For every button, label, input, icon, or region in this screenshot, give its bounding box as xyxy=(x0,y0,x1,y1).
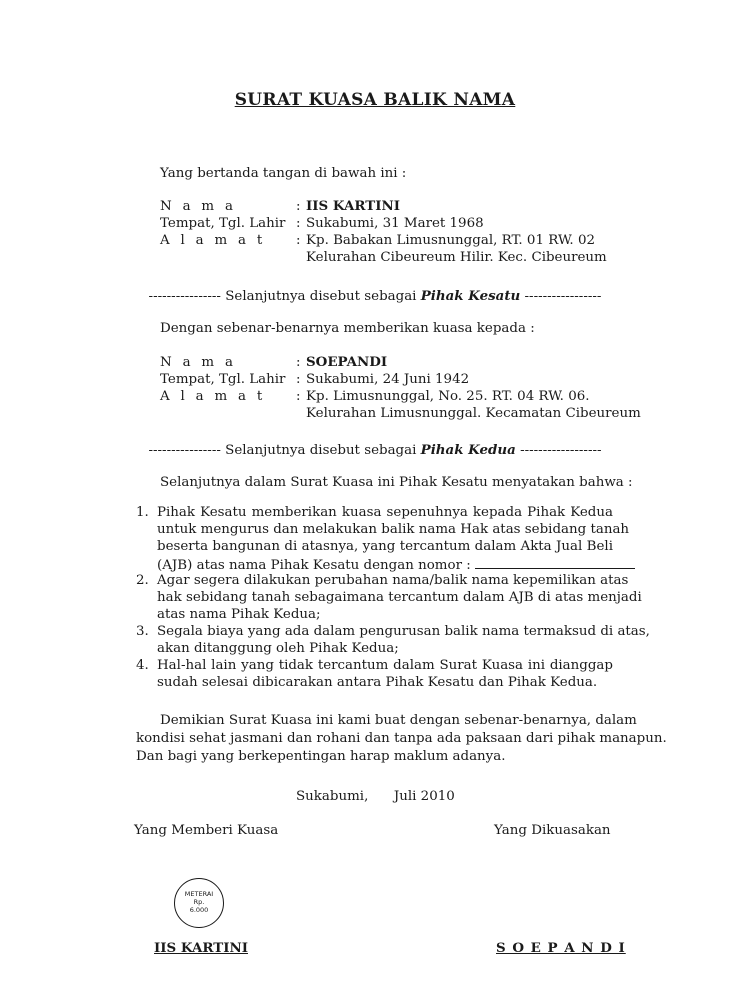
colon: : xyxy=(296,233,301,248)
party1-ttl-row xyxy=(160,215,620,232)
party1-name-label: N a m a xyxy=(160,199,237,214)
separator-pihak-kedua xyxy=(0,442,750,459)
stamp-line: 6.000 xyxy=(189,906,209,914)
list-item-line: akan ditanggung oleh Pihak Kedua; xyxy=(157,641,399,656)
place-date: Sukabumi, Juli 2010 xyxy=(296,789,455,804)
party2-ttl-label: Tempat, Tgl. Lahir xyxy=(160,372,286,387)
party2-address-line1: Kp. Limusnunggal, No. 25. RT. 04 RW. 06. xyxy=(306,389,590,404)
party1-address-label: A l a m a t xyxy=(160,233,266,248)
closing-paragraph xyxy=(0,712,750,772)
party1-block xyxy=(160,198,620,266)
party1-ttl-value: Sukabumi, 31 Maret 1968 xyxy=(306,216,484,231)
party1-name-row xyxy=(160,198,620,215)
document-title: SURAT KUASA BALIK NAMA xyxy=(234,90,516,110)
statement-intro: Selanjutnya dalam Surat Kuasa ini Pihak Kesatu menyatakan bahwa : xyxy=(160,475,633,490)
colon: : xyxy=(296,355,301,370)
separator-emphasis: Pihak Kedua xyxy=(420,442,516,458)
list-item-line: Agar segera dilakukan perubahan nama/balik nama kepemilikan atas xyxy=(157,573,629,588)
meterai-stamp xyxy=(174,878,224,928)
party2-address-row2 xyxy=(160,405,640,422)
list-item-line: atas nama Pihak Kedua; xyxy=(157,607,321,622)
signer-left-role: Yang Memberi Kuasa xyxy=(134,823,279,838)
list-item-line: Segala biaya yang ada dalam pengurusan balik nama termaksud di atas, xyxy=(157,624,650,639)
list-item-line: sudah selesai dibicarakan antara Pihak Kesatu dan Pihak Kedua. xyxy=(157,675,598,690)
party1-address-row xyxy=(160,232,620,249)
statement-list xyxy=(0,504,750,694)
party2-name-value: SOEPANDI xyxy=(306,354,388,370)
colon: : xyxy=(296,199,301,214)
grant-text: Dengan sebenar-benarnya memberikan kuasa kepada : xyxy=(160,321,535,336)
list-item-line: (AJB) atas nama Pihak Kesatu dengan nomor : xyxy=(157,558,471,573)
party2-address-label: A l a m a t xyxy=(160,389,266,404)
party2-name-row xyxy=(160,354,640,371)
list-item-number: 3. xyxy=(136,624,149,639)
party1-address-line2: Kelurahan Cibeureum Hilir. Kec. Cibeureum xyxy=(306,250,607,265)
party1-ttl-label: Tempat, Tgl. Lahir xyxy=(160,216,286,231)
party2-ttl-value: Sukabumi, 24 Juni 1942 xyxy=(306,372,470,387)
separator-text: Selanjutnya disebut sebagai xyxy=(225,289,417,304)
colon: : xyxy=(296,372,301,387)
closing-line: Dan bagi yang berkepentingan harap maklum adanya. xyxy=(136,749,506,764)
stamp-line: METERAI xyxy=(184,890,214,898)
list-item-number: 2. xyxy=(136,573,149,588)
party2-address-line2: Kelurahan Limusnunggal. Kecamatan Cibeureum xyxy=(306,406,641,421)
separator-emphasis: Pihak Kesatu xyxy=(420,288,521,304)
signer-right-name: S O E P A N D I xyxy=(496,940,626,956)
party2-name-label: N a m a xyxy=(160,355,237,370)
party1-address-row2 xyxy=(160,249,620,266)
list-item-number: 4. xyxy=(136,658,149,673)
signer-right-role: Yang Dikuasakan xyxy=(494,823,611,838)
intro-text: Yang bertanda tangan di bawah ini : xyxy=(160,166,407,181)
list-item-line: Pihak Kesatu memberikan kuasa sepenuhnya kepada Pihak Kedua xyxy=(157,505,613,520)
separator-dashes-left: ---------------- xyxy=(148,289,221,304)
party2-address-row xyxy=(160,388,640,405)
list-item-number: 1. xyxy=(136,505,149,520)
separator-dashes-right: ----------------- xyxy=(524,289,602,304)
party2-block xyxy=(160,354,640,422)
colon: : xyxy=(296,389,301,404)
stamp-line: Rp. xyxy=(193,898,205,906)
list-item-line: Hal-hal lain yang tidak tercantum dalam Surat Kuasa ini dianggap xyxy=(157,658,613,673)
list-item-line: beserta bangunan di atasnya, yang tercantum dalam Akta Jual Beli xyxy=(157,539,613,554)
party1-address-line1: Kp. Babakan Limusnunggal, RT. 01 RW. 02 xyxy=(306,233,595,248)
blank-line xyxy=(475,555,635,569)
signer-left-name: IIS KARTINI xyxy=(154,940,248,956)
list-item-line: hak sebidang tanah sebagaimana tercantum dalam AJB di atas menjadi xyxy=(157,590,642,605)
colon: : xyxy=(296,216,301,231)
separator-dashes-left: ---------------- xyxy=(148,443,221,458)
party2-ttl-row xyxy=(160,371,640,388)
list-item-line: untuk mengurus dan melakukan balik nama Hak atas sebidang tanah xyxy=(157,522,630,537)
closing-line: Demikian Surat Kuasa ini kami buat dengan sebenar-benarnya, dalam xyxy=(160,713,637,728)
separator-pihak-kesatu xyxy=(0,288,750,305)
party1-name-value: IIS KARTINI xyxy=(306,198,400,214)
separator-text: Selanjutnya disebut sebagai xyxy=(225,443,417,458)
separator-dashes-right: ------------------ xyxy=(520,443,602,458)
closing-line: kondisi sehat jasmani dan rohani dan tanpa ada paksaan dari pihak manapun. xyxy=(136,731,667,746)
